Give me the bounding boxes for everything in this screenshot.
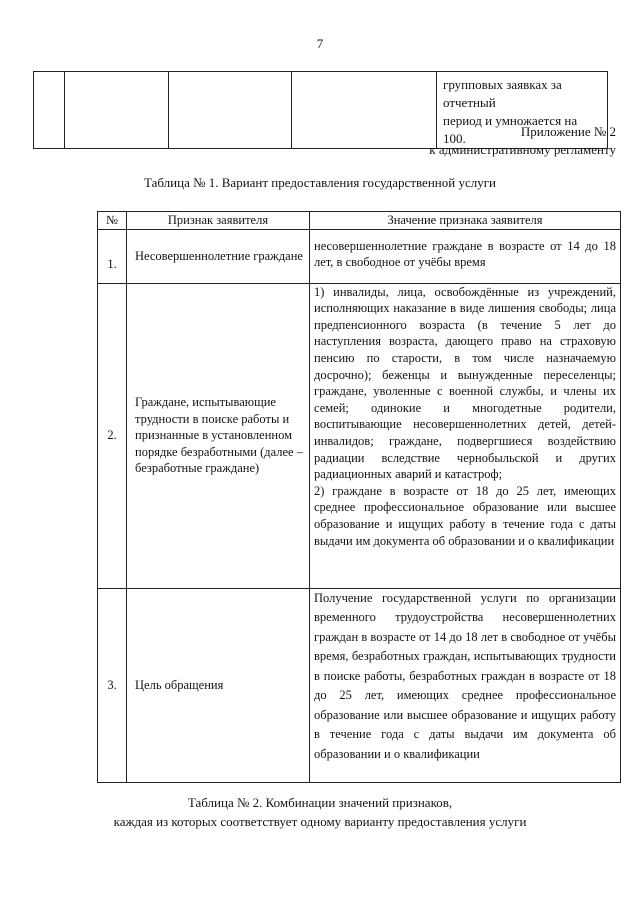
table1: [97, 211, 621, 783]
sign-value: несовершеннолетние граждане в возрасте от 14 до 18 лет, в свободное от учёбы время: [310, 229, 621, 283]
table-row: [98, 229, 621, 283]
row-number: 3.: [98, 588, 127, 782]
appendix-heading: [429, 123, 616, 159]
applicant-sign: Несовершеннолетние граждане: [127, 229, 310, 283]
column-header: №: [98, 212, 127, 230]
applicant-sign: Граждане, испытывающие трудности в поиске работы и признанные в установленном порядке безработными (далее – безработные граждане): [127, 283, 310, 588]
value-paragraph: 1) инвалиды, лица, освобождённые из учреждений, исполняющих наказание в виде лишения свободы; лица предпенсионного возраста (в течение 5 лет до наступления возраста, дающего право на страховую пенсию по старости, в том числе назначаемую досрочно); беженцы и вынужденные переселенцы; граждане, уволенные с военной службы, и члены их семей; одинокие и многодетные родители, воспитывающие несовершеннолетних детей, детей-инвалидов; граждане, подвергшиеся воздействию радиации вследствие чернобыльской и других радиационных аварий и катастроф;: [314, 284, 616, 482]
table2-caption-line: Таблица № 2. Комбинации значений признаков,: [187, 795, 453, 810]
table-row: [98, 283, 621, 588]
value-paragraph: 2) граждане в возрасте от 18 до 25 лет, имеющих среднее профессиональное образование или высшее образование и ищущих работу в течение года с даты выдачи им документа об образовании и о квалификации: [314, 483, 616, 548]
sign-value: [310, 283, 621, 588]
table-cell: [292, 72, 437, 149]
table-cell: [65, 72, 169, 149]
table2-caption-line: каждая из которых соответствует одному варианту предоставления услуги: [113, 814, 527, 829]
table1-caption: Таблица № 1. Вариант предоставления государственной услуги: [144, 175, 496, 190]
column-header: Признак заявителя: [127, 212, 310, 230]
table-row: [98, 588, 621, 782]
fragment-text-line: групповых заявках за отчетный: [443, 77, 562, 110]
page-number: 7: [316, 36, 324, 51]
row-number: 2.: [98, 283, 127, 588]
table-cell: [169, 72, 292, 149]
column-header: Значение признака заявителя: [310, 212, 621, 230]
table-cell: [34, 72, 65, 149]
applicant-sign: Цель обращения: [127, 588, 310, 782]
sign-value: Получение государственной услуги по организации временного трудоустройства несовершеннолетних граждан в возрасте от 14 до 18 лет в свободное от учёбы время, безработных граждан, испытывающих трудности в поиске работы, безработных граждан в возрасте от 18 до 25 лет, имеющих среднее профессиональное образование или высшее образование и ищущих работу в течение года с даты выдачи им документа об образовании и о квалификации: [310, 588, 621, 782]
fragment-text-line: период и умножается на 100.: [443, 113, 578, 146]
table2-caption: [0, 793, 640, 831]
appendix-subtitle: к административному регламенту: [429, 142, 616, 157]
table-header-row: [98, 212, 621, 230]
row-number: 1.: [98, 229, 127, 283]
appendix-title: Приложение № 2: [520, 124, 616, 139]
